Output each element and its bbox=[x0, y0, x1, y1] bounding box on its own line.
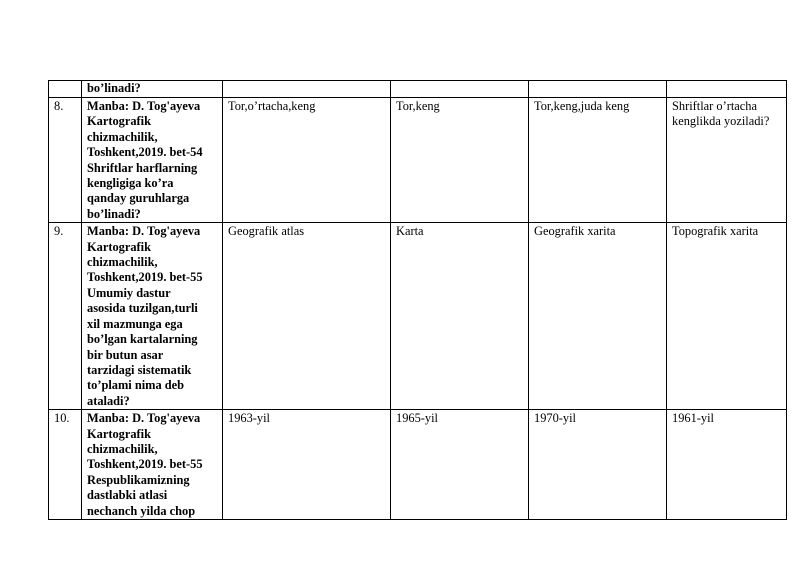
question-text-line: bo’lgan kartalarning bbox=[87, 332, 198, 347]
question-text-cell bbox=[82, 410, 223, 520]
answer-option-4: 1961-yil bbox=[667, 410, 787, 520]
table-row bbox=[49, 98, 787, 223]
question-text-line: asosida tuzilgan,turli bbox=[87, 301, 198, 316]
question-text-line: ataladi? bbox=[87, 393, 130, 408]
answer-option-3: Geografik xarita bbox=[529, 223, 667, 410]
question-text-cell bbox=[82, 98, 223, 223]
question-text-line: to’plami nima deb bbox=[87, 378, 185, 393]
question-text-line: Manba: D. Tog'ayeva bbox=[87, 99, 201, 113]
table-row bbox=[49, 410, 787, 520]
answer-option-2: Tor,keng bbox=[391, 98, 529, 223]
question-text-line: Toshkent,2019. bet-55 bbox=[87, 457, 203, 472]
answer-option-3: 1970-yil bbox=[529, 410, 667, 520]
question-text-line: bo’linadi? bbox=[87, 206, 141, 221]
question-text-line: chizmachilik, bbox=[87, 441, 158, 456]
answer-option-2: Karta bbox=[391, 223, 529, 410]
question-text-line: bo’linadi? bbox=[87, 81, 141, 95]
question-text-line: Umumiy dastur bbox=[87, 285, 171, 300]
answer-option-2: 1965-yil bbox=[391, 410, 529, 520]
question-text-line: kengligiga ko’ra bbox=[87, 176, 174, 191]
question-text-cell bbox=[82, 223, 223, 410]
question-text-line: Toshkent,2019. bet-55 bbox=[87, 270, 203, 285]
answer-option-1: 1963-yil bbox=[223, 410, 391, 520]
question-number: 8. bbox=[49, 98, 82, 223]
question-text-line: Kartografik bbox=[87, 239, 152, 254]
question-text-line: Kartografik bbox=[87, 114, 152, 129]
question-number bbox=[49, 81, 82, 98]
question-text-line: qanday guruhlarga bbox=[87, 191, 190, 206]
question-text-line: xil mazmunga ega bbox=[87, 316, 183, 331]
question-text-line: bir butun asar bbox=[87, 347, 164, 362]
answer-option-1 bbox=[223, 81, 391, 98]
question-text-line: Shriftlar harflarning bbox=[87, 160, 198, 175]
answer-option-1: Tor,o’rtacha,keng bbox=[223, 98, 391, 223]
answer-option-2 bbox=[391, 81, 529, 98]
table-row bbox=[49, 81, 787, 98]
question-text-line: chizmachilik, bbox=[87, 129, 158, 144]
answer-option-4: Shriftlar o’rtacha kenglikda yoziladi? bbox=[667, 98, 787, 223]
question-text-line: Kartografik bbox=[87, 426, 152, 441]
question-text-line: Respublikamizning bbox=[87, 472, 190, 487]
question-text-line: nechanch yilda chop bbox=[87, 503, 196, 518]
answer-option-4: Topografik xarita bbox=[667, 223, 787, 410]
table-row bbox=[49, 223, 787, 410]
question-text-line: dastlabki atlasi bbox=[87, 488, 168, 503]
answer-option-4 bbox=[667, 81, 787, 98]
answer-option-3: Tor,keng,juda keng bbox=[529, 98, 667, 223]
question-text-line: Manba: D. Tog'ayeva bbox=[87, 224, 201, 239]
question-number: 9. bbox=[49, 223, 82, 410]
question-table bbox=[48, 80, 787, 520]
question-text-line: tarzidagi sistematik bbox=[87, 362, 192, 377]
question-text-line: Manba: D. Tog'ayeva bbox=[87, 411, 201, 426]
answer-option-1: Geografik atlas bbox=[223, 223, 391, 410]
question-text-line: Toshkent,2019. bet-54 bbox=[87, 145, 203, 160]
question-text-line: chizmachilik, bbox=[87, 255, 158, 270]
answer-option-3 bbox=[529, 81, 667, 98]
question-text-cell bbox=[82, 81, 223, 98]
question-number: 10. bbox=[49, 410, 82, 520]
